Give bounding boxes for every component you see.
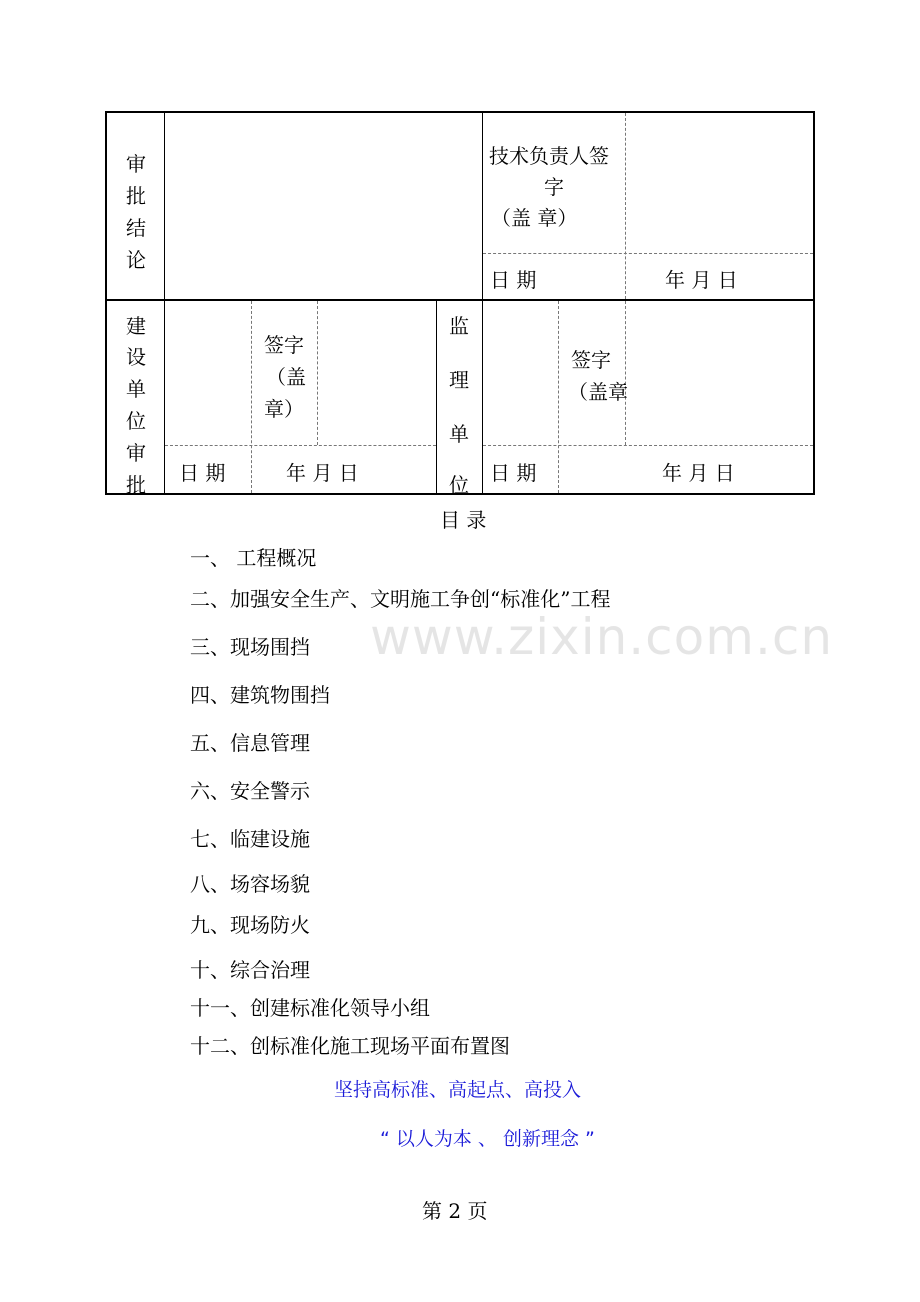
slogan-line-1: 坚持高标准、高起点、高投入 bbox=[334, 1079, 582, 1101]
label-char: 理 bbox=[449, 368, 469, 392]
label-char: 审 bbox=[126, 441, 146, 465]
toc-item: 十、综合治理 bbox=[190, 958, 310, 982]
watermark: www.zixin.com.cn bbox=[370, 608, 834, 666]
date-value-a: 年 月 日 bbox=[286, 461, 359, 485]
toc-item: 二、加强安全生产、文明施工争创“标准化”工程 bbox=[190, 587, 611, 611]
toc-item: 四、建筑物围挡 bbox=[190, 683, 330, 707]
sign-b-seal: （盖章 bbox=[568, 380, 628, 404]
label-char: 审 bbox=[126, 152, 146, 176]
sign-a-seal: （盖 bbox=[266, 365, 306, 389]
toc-item: 七、临建设施 bbox=[190, 827, 310, 851]
label-char: 建 bbox=[126, 314, 146, 338]
toc-item: 一、 工程概况 bbox=[190, 546, 317, 570]
tech-seal-label: （盖 章） bbox=[491, 206, 578, 230]
label-char: 位 bbox=[449, 473, 469, 497]
label-char: 单 bbox=[126, 377, 146, 401]
label-char: 批 bbox=[126, 473, 146, 497]
toc-item: 十一、创建标准化领导小组 bbox=[190, 996, 430, 1020]
tech-sign-label-cont: 字 bbox=[544, 175, 564, 199]
toc-item: 九、现场防火 bbox=[190, 913, 310, 937]
toc-item: 六、安全警示 bbox=[190, 779, 310, 803]
date-label-b: 日 期 bbox=[490, 461, 537, 485]
toc-title: 目 录 bbox=[440, 508, 487, 532]
label-char: 单 bbox=[449, 422, 469, 446]
sign-a-label: 签字 bbox=[264, 333, 304, 357]
tech-sign-label: 技术负责人签 bbox=[489, 144, 609, 168]
date-value-ymd: 年 月 日 bbox=[665, 268, 738, 292]
date-label: 日 期 bbox=[490, 268, 537, 292]
sign-b-label: 签字 bbox=[571, 348, 611, 372]
date-label-a: 日 期 bbox=[179, 461, 226, 485]
toc-item: 十二、创标准化施工现场平面布置图 bbox=[190, 1034, 510, 1058]
page-number: 第 2 页 bbox=[422, 1199, 488, 1223]
toc-item: 三、现场围挡 bbox=[190, 635, 310, 659]
toc-item: 五、信息管理 bbox=[190, 731, 310, 755]
date-value-b: 年 月 日 bbox=[662, 461, 735, 485]
slogan-line-2: “ 以人为本 、 创新理念 ” bbox=[380, 1128, 595, 1150]
sign-a-seal-cont: 章） bbox=[264, 397, 304, 421]
label-char: 设 bbox=[126, 345, 146, 369]
label-char: 论 bbox=[126, 248, 146, 272]
toc-item: 八、场容场貌 bbox=[190, 872, 310, 896]
label-char: 位 bbox=[126, 409, 146, 433]
label-char: 结 bbox=[126, 216, 146, 240]
label-char: 监 bbox=[449, 314, 469, 338]
label-char: 批 bbox=[126, 184, 146, 208]
